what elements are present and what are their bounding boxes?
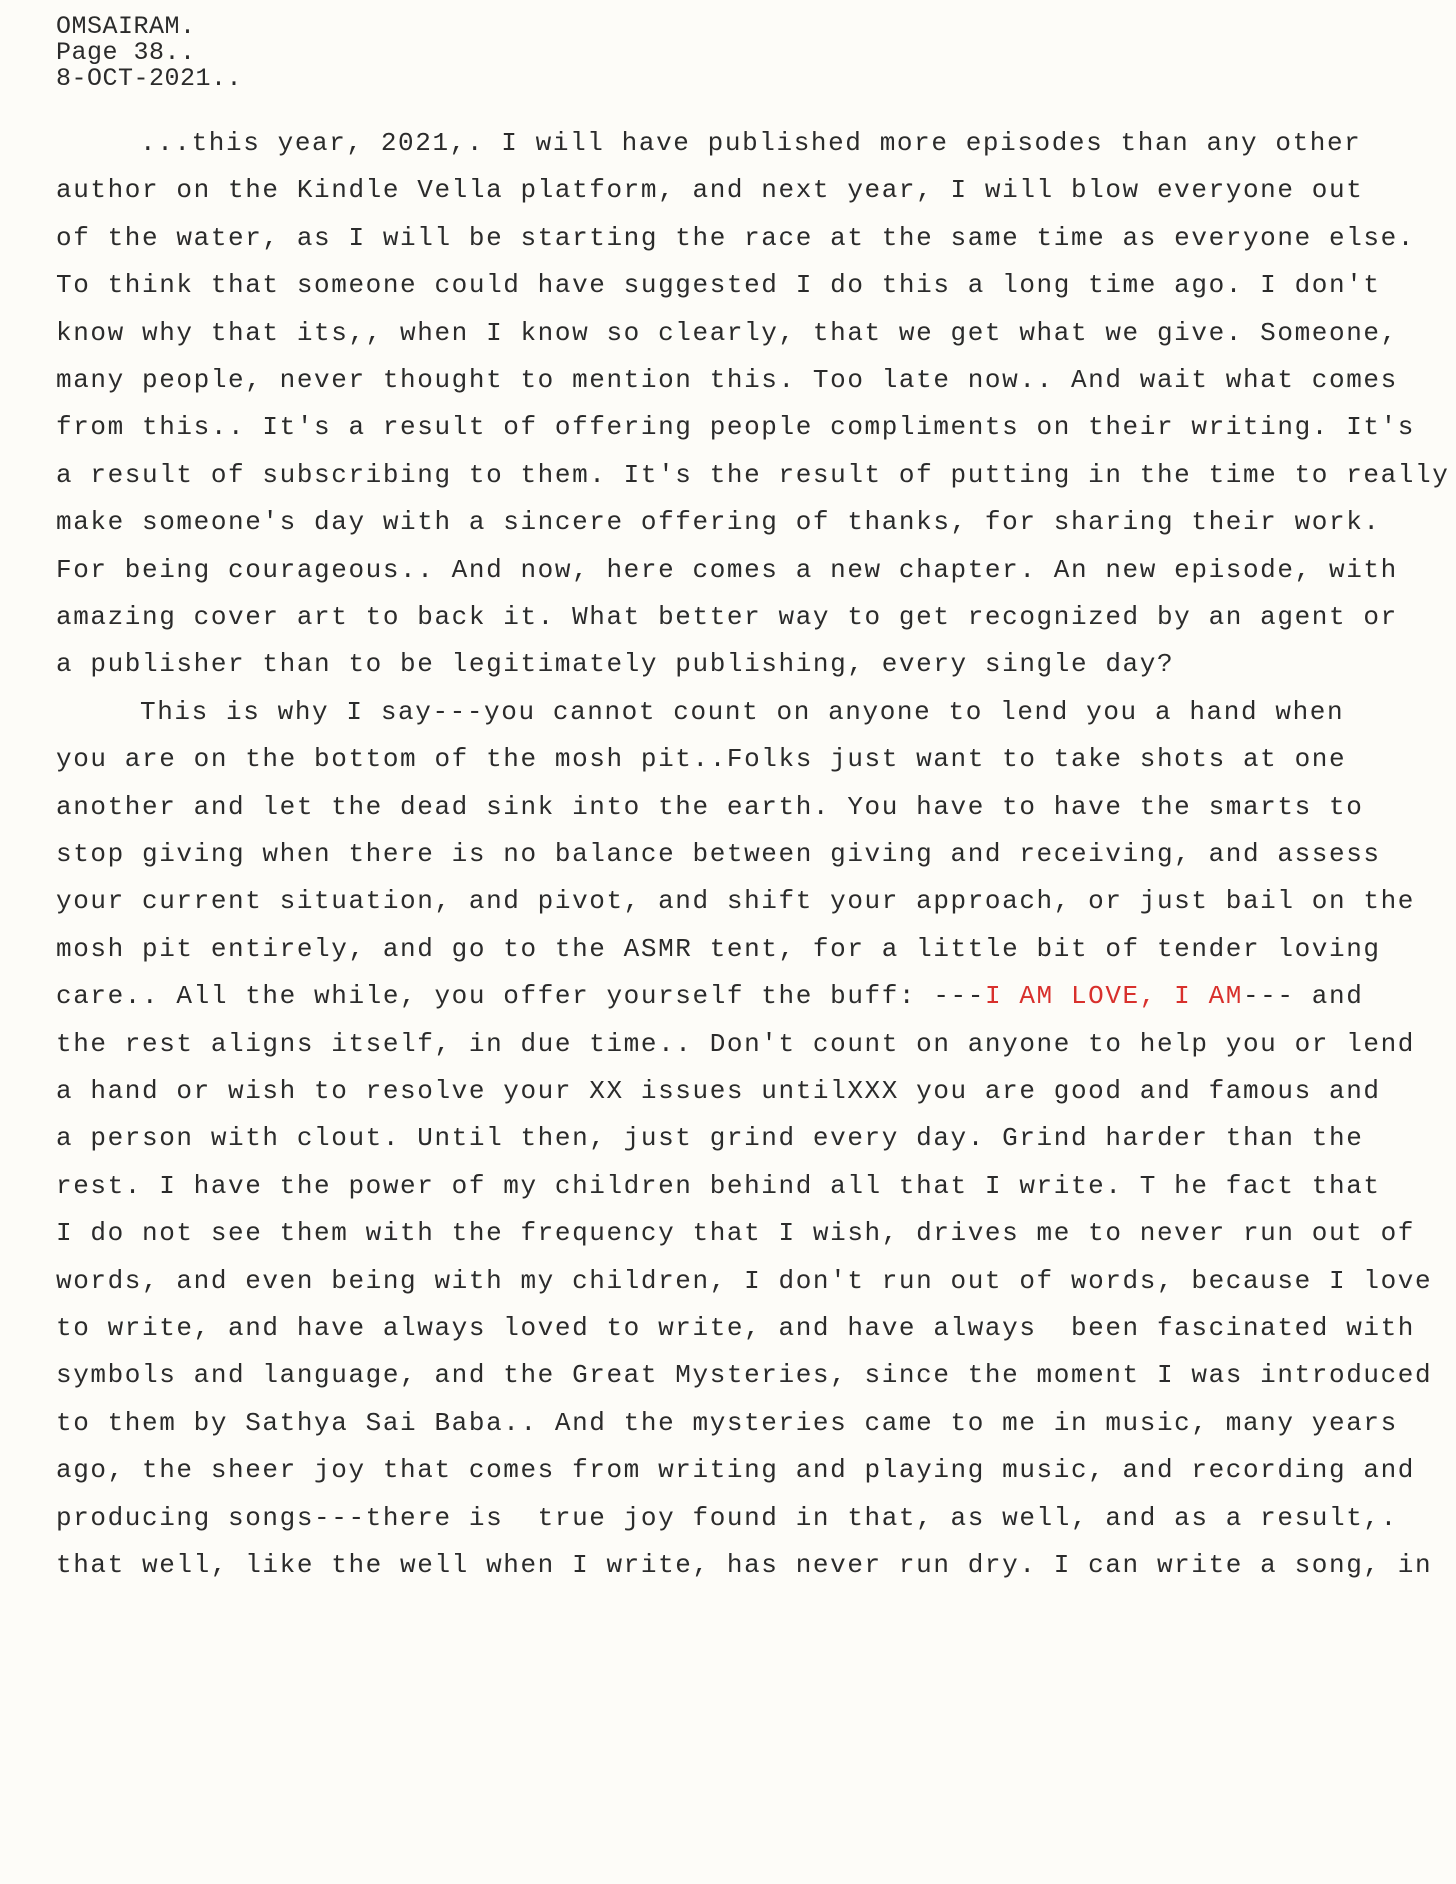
red-typed-text: I AM LOVE, I AM: [984, 981, 1243, 1012]
line-text: author on the Kindle Vella platform, and next year, I will blow everyone out: [56, 175, 1364, 206]
page-header: [56, 14, 242, 92]
line-text: that well, like the well when I write, has never run dry. I can write a song, in: [56, 1550, 1433, 1580]
text-line: [56, 555, 1398, 585]
line-text: make someone's day with a sincere offering of thanks, for sharing their work.: [56, 507, 1381, 538]
line-text: you are on the bottom of the mosh pit..Folks just want to take shots at one: [56, 744, 1347, 775]
text-line: [56, 318, 1398, 348]
text-line: [56, 1313, 1415, 1343]
line-text: stop giving when there is no balance between giving and receiving, and assess: [56, 839, 1381, 869]
line-text: amazing cover art to back it. What better way to get recognized by an agent or: [56, 602, 1398, 632]
text-line: [56, 412, 1415, 442]
text-line: [56, 839, 1381, 869]
text-line: [56, 1218, 1415, 1248]
line-text: ...this year, 2021,. I will have published more episodes than any other: [140, 128, 1362, 158]
line-text: symbols and language, and the Great Mysteries, since the moment I was introduced: [56, 1360, 1433, 1391]
text-line: [56, 886, 1415, 916]
line-text: many people, never thought to mention this. Too late now.. And wait what comes: [56, 365, 1398, 395]
line-text: To think that someone could have suggested I do this a long time ago. I don't: [56, 270, 1381, 301]
line-text: a hand or wish to resolve your XX issues untilXXX you are good and famous and: [56, 1076, 1381, 1106]
text-line: [56, 1550, 1432, 1580]
line-text: from this.. It's a result of offering people compliments on their writing. It's: [56, 412, 1415, 443]
text-line: [56, 1503, 1398, 1533]
text-line: [56, 1171, 1381, 1201]
header-title: OMSAIRAM.: [56, 12, 196, 41]
text-line: [56, 223, 1415, 253]
text-line: [56, 270, 1381, 300]
text-line: [56, 744, 1346, 774]
text-line: [56, 460, 1449, 490]
line-text: the rest aligns itself, in due time.. Don't count on anyone to help you or lend: [56, 1028, 1415, 1059]
text-line: [56, 175, 1363, 205]
line-text-after: --- and: [1242, 981, 1364, 1012]
line-text: another and let the dead sink into the earth. You have to have the smarts to: [56, 791, 1364, 822]
line-text: a result of subscribing to them. It's the result of putting in the time to really: [56, 459, 1450, 490]
text-line: [56, 649, 1174, 679]
text-line: [140, 128, 1361, 158]
line-text: your current situation, and pivot, and shift your approach, or just bail on the: [56, 886, 1415, 917]
line-text: This is why I say---you cannot count on anyone to lend you a hand when: [140, 696, 1345, 727]
text-line: [56, 1029, 1415, 1059]
text-line: [56, 1455, 1415, 1485]
line-text: I do not see them with the frequency that I wish, drives me to never run out of: [56, 1218, 1415, 1249]
line-text: to them by Sathya Sai Baba.. And the mysteries came to me in music, many years: [56, 1407, 1398, 1438]
text-line: [56, 1123, 1363, 1153]
line-text: rest. I have the power of my children behind all that I write. T he fact that: [56, 1170, 1381, 1201]
text-line: [56, 1266, 1432, 1296]
line-text: know why that its,, when I know so clearly, that we get what we give. Someone,: [56, 317, 1398, 348]
line-text: producing songs---there is true joy found in that, as well, and as a result,.: [56, 1502, 1398, 1533]
text-line: [56, 1408, 1398, 1438]
line-text: of the water, as I will be starting the race at the same time as everyone else.: [56, 222, 1415, 253]
line-text: words, and even being with my children, I don't run out of words, because I love: [56, 1265, 1433, 1296]
text-line: [56, 792, 1363, 822]
text-line: [56, 981, 1363, 1011]
line-text: to write, and have always loved to write, and have always been fascinated with: [56, 1313, 1415, 1343]
text-line: [140, 697, 1344, 727]
line-text: a publisher than to be legitimately publishing, every single day?: [56, 649, 1175, 680]
line-text: For being courageous.. And now, here comes a new chapter. An new episode, with: [56, 554, 1398, 585]
header-date: 8-OCT-2021..: [56, 64, 243, 93]
text-line: [56, 602, 1398, 632]
line-text: care.. All the while, you offer yourself the buff: ---: [56, 981, 985, 1012]
line-text: ago, the sheer joy that comes from writing and playing music, and recording and: [56, 1455, 1415, 1486]
text-line: [56, 934, 1381, 964]
text-line: [56, 507, 1381, 537]
line-text: mosh pit entirely, and go to the ASMR tent, for a little bit of tender loving: [56, 933, 1381, 964]
text-line: [56, 1076, 1381, 1106]
text-line: [56, 365, 1398, 395]
line-text: a person with clout. Until then, just grind every day. Grind harder than the: [56, 1123, 1364, 1154]
text-line: [56, 1360, 1432, 1390]
header-page-number: Page 38..: [56, 38, 196, 67]
